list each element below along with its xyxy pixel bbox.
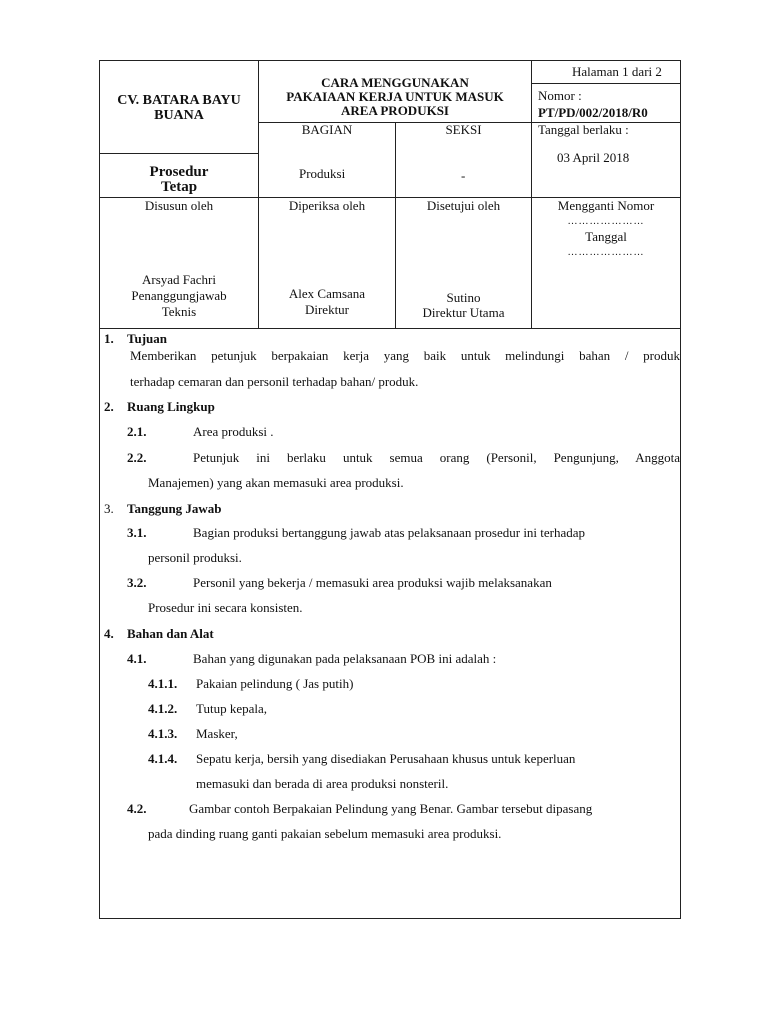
tanggal-2-label: Tanggal [585,229,627,244]
item-4-1-4-text-1: Sepatu kerja, bersih yang disediakan Perusahaan khusus untuk keperluan [196,751,576,766]
section-2-num: 2. [104,399,114,414]
nomor-value: PT/PD/002/2018/R0 [538,105,648,120]
item-3-2-text-2: Prosedur ini secara konsisten. [148,600,303,615]
section-3-title: Tanggung Jawab [127,501,222,516]
doc-title-line-2: PAKAIAAN KERJA UNTUK MASUK [286,89,504,104]
section-4-num: 4. [104,626,114,641]
disusun-role-2: Teknis [161,304,197,319]
item-4-1-2-num: 4.1.2. [148,701,178,716]
bagian-label: BAGIAN [301,122,353,137]
disetujui-role: Direktur Utama [422,305,505,320]
item-4-1-1-num: 4.1.1. [148,676,178,691]
item-3-1-text-2: personil produksi. [148,550,242,565]
item-2-1-text: Area produksi . [193,424,274,439]
tanggal-berlaku-label: Tanggal berlaku : [538,122,629,137]
section-1-num: 1. [104,331,114,346]
item-2-2-text-2: Manajemen) yang akan memasuki area produksi. [148,475,404,490]
mengganti-label: Mengganti Nomor [557,198,655,213]
section-1-title: Tujuan [127,331,167,346]
item-2-1-num: 2.1. [127,424,147,439]
item-2-2-num: 2.2. [127,450,147,465]
item-3-2-text-1: Personil yang bekerja / memasuki area produksi wajib melaksanakan [193,575,552,590]
diperiksa-label: Diperiksa oleh [288,198,366,213]
tanggal-berlaku-value: 03 April 2018 [557,150,630,165]
seksi-label: SEKSI [445,122,482,137]
section-2-title: Ruang Lingkup [127,399,215,414]
doc-type-line-2: Tetap [160,179,198,195]
item-4-2-text-1: Gambar contoh Berpakaian Pelindung yang Benar. Gambar tersebut dipasang [189,801,593,816]
section-4-title: Bahan dan Alat [127,626,214,641]
document-page [99,60,681,919]
item-3-1-text-1: Bagian produksi bertanggung jawab atas pelaksanaan prosedur ini terhadap [193,525,586,540]
diperiksa-role: Direktur [304,302,350,317]
tanggal-2-dots: ………………… [567,247,645,258]
item-4-2-num: 4.2. [127,801,147,816]
section-1-text-1: Memberikan petunjuk berpakaian kerja yang baik untuk melindungi bahan / produk [130,348,680,363]
item-4-1-2-text: Tutup kepala, [196,701,268,716]
company-name: CV. BATARA BAYU BUANA [117,93,241,123]
item-4-1-num: 4.1. [127,651,147,666]
disusun-name: Arsyad Fachri [141,272,216,287]
doc-title-line-1: CARA MENGGUNAKAN [321,75,469,90]
doc-type-line-1: Prosedur [149,164,209,180]
header-table [100,61,680,329]
item-4-1-4-num: 4.1.4. [148,751,178,766]
nomor-label: Nomor : [538,88,582,103]
item-4-1-3-num: 4.1.3. [148,726,178,741]
diperiksa-name: Alex Camsana [288,286,366,301]
disetujui-name: Sutino [446,290,481,305]
item-3-2-num: 3.2. [127,575,147,590]
section-3-num: 3. [104,501,114,516]
mengganti-dots: ………………… [567,216,645,227]
item-4-1-text: Bahan yang digunakan pada pelaksanaan POB ini adalah : [193,651,497,666]
item-4-2-text-2: pada dinding ruang ganti pakaian sebelum memasuki area produksi. [148,826,502,841]
disusun-label: Disusun oleh [144,198,214,213]
item-4-1-3-text: Masker, [196,726,238,741]
disetujui-label: Disetujui oleh [426,198,501,213]
item-2-2-text-1: Petunjuk ini berlaku untuk semua orang (Personil, Pengunjung, Anggota [193,450,680,465]
item-3-1-num: 3.1. [127,525,147,540]
bagian-value: Produksi [299,166,346,181]
section-1-text-2: terhadap cemaran dan personil terhadap bahan/ produk. [130,374,419,389]
disusun-role-1: Penanggungjawab [131,288,227,303]
doc-title-line-3: AREA PRODUKSI [341,103,449,118]
item-4-1-4-text-2: memasuki dan berada di area produksi nonsteril. [196,776,449,791]
page-info: Halaman 1 dari 2 [572,64,662,79]
seksi-value: - [461,168,466,183]
item-4-1-1-text: Pakaian pelindung ( Jas putih) [196,676,354,691]
